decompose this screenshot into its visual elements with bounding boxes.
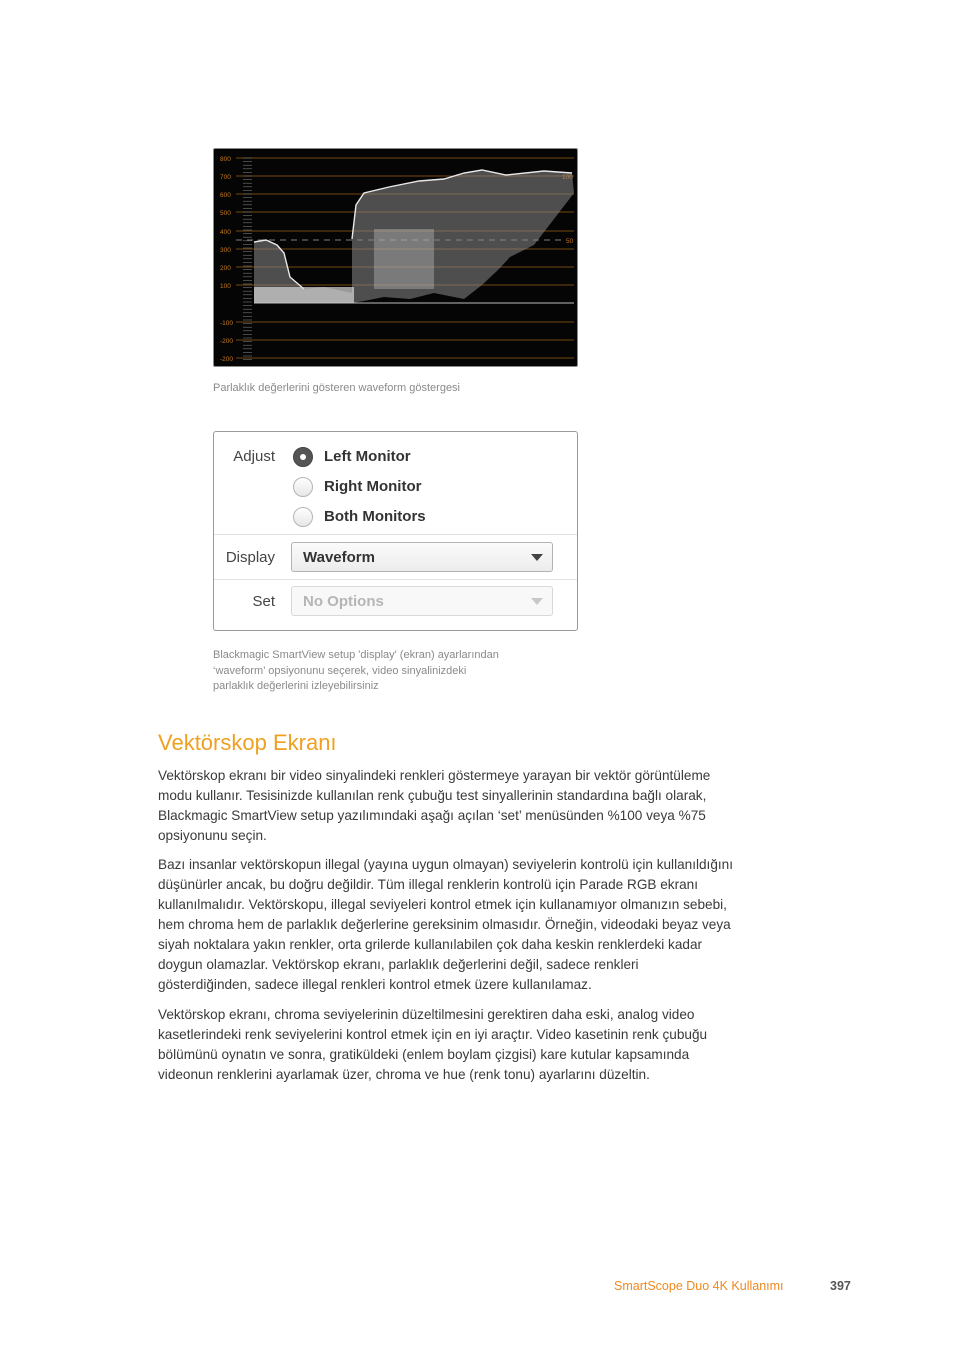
text-line: Vektörskop ekranı, chroma seviyelerinin düzeltilmesini gerektiren daha eski, analog video	[158, 1007, 695, 1022]
chevron-down-icon	[531, 554, 543, 561]
text-line: doygun olamazlar. Vektörskop ekranı, parlaklık değerlerini değil, sadece renkleri	[158, 957, 639, 972]
text-line: bölümünü oynatın ve sonra, gratiküldeki (enlem boylam çizgisi) kare kutular kapsamında	[158, 1047, 690, 1062]
scale-label-left: 800	[220, 156, 231, 163]
footer-title: SmartScope Duo 4K Kullanımı	[614, 1279, 784, 1293]
caption-line: parlaklık değerlerini izleyebilirsiniz	[213, 680, 379, 692]
section-heading: Vektörskop Ekranı	[158, 730, 337, 755]
set-dropdown[interactable]	[291, 586, 553, 616]
page-number: 397	[830, 1279, 851, 1293]
scale-label-left: 600	[220, 192, 231, 199]
scale-label-left: -200	[220, 338, 234, 345]
scale-label-left: 300	[220, 247, 231, 254]
radio-both-monitors[interactable]	[293, 507, 313, 527]
paragraph-1	[158, 766, 798, 846]
text-line: Blackmagic SmartView setup yazılımındaki aşağı açılan ‘set’ menüsünden %100 veya %75	[158, 808, 706, 823]
paragraph-3	[158, 1005, 798, 1085]
set-label: Set	[252, 593, 275, 610]
radio-right-monitor-label[interactable]: Right Monitor	[324, 478, 422, 495]
display-label: Display	[225, 549, 275, 566]
display-dropdown-value: Waveform	[303, 549, 375, 566]
scale-label-left: 400	[220, 229, 231, 236]
text-line: gösterdiğinden, sadece illegal renkleri kontrol etmek üzere kullanılamaz.	[158, 977, 592, 992]
text-line: siyah noktalara yakın renkler, orta grilerde kullanılabilen çok daha keskin renklerdeki kadar	[158, 937, 703, 952]
paragraph-2	[158, 855, 798, 995]
scale-label-left: -200	[220, 356, 234, 363]
scale-label-left: -100	[220, 320, 234, 327]
text-line: Vektörskop ekranı bir video sinyalindeki renkleri göstermeye yarayan bir vektör görüntüleme	[158, 768, 711, 783]
text-line: modu kullanır. Tesisinizde kullanılan renk çubuğu test sinyallerinin standardına bağlı olarak,	[158, 788, 707, 803]
text-line: hem chroma hem de parlaklık değerlerine gereksinim olmasıdır. Örneğin, videodaki beyaz veya	[158, 917, 731, 932]
text-line: kullanılmalıdır. Vektörskopu, illegal seviyeleri kontrol etmek için kullanamıyor olmanızın sebebi,	[158, 897, 727, 912]
radio-both-monitors-label[interactable]: Both Monitors	[324, 508, 426, 525]
set-dropdown-value: No Options	[303, 593, 384, 610]
text-line: Bazı insanlar vektörskopun illegal (yayına uygun olmayan) seviyelerin kontrolü için kullanıldığını	[158, 857, 734, 872]
radio-left-monitor[interactable]	[293, 447, 313, 467]
chevron-down-icon	[531, 598, 543, 605]
text-line: opsiyonunu seçin.	[158, 828, 267, 843]
settings-caption	[213, 648, 499, 695]
caption-line: Blackmagic SmartView setup 'display' (ekran) ayarlarından	[213, 649, 499, 661]
scale-label-left: 200	[220, 265, 231, 272]
waveform-trace-mid	[374, 229, 434, 289]
scale-label-right: 50	[566, 238, 574, 245]
panel-divider	[214, 534, 577, 535]
scale-label-left: 100	[220, 283, 231, 290]
adjust-label: Adjust	[233, 448, 275, 465]
scale-label-left: 500	[220, 210, 231, 217]
text-line: videonun renklerini ayarlamak üzer, chroma ve hue (renk tonu) ayarlarını düzeltin.	[158, 1067, 650, 1082]
waveform-graticule	[214, 149, 577, 366]
waveform-trace-low	[254, 287, 354, 303]
smartview-settings-panel	[213, 431, 578, 631]
scale-label-left: 700	[220, 174, 231, 181]
caption-line: ‘waveform’ opsiyonunu seçerek, video sinyalinizdeki	[213, 664, 467, 677]
radio-left-monitor-label[interactable]: Left Monitor	[324, 448, 411, 465]
radio-right-monitor[interactable]	[293, 477, 313, 497]
text-line: kasetlerindeki renk seviyelerini kontrol etmek için en iyi araçtır. Video kasetinin renk çubuğu	[158, 1027, 708, 1042]
panel-divider	[214, 579, 577, 580]
waveform-image	[213, 148, 578, 367]
display-dropdown[interactable]	[291, 542, 553, 572]
waveform-caption: Parlaklık değerlerini gösteren waveform göstergesi	[213, 382, 461, 394]
text-line: düşünürler ancak, bu doğru değildir. Tüm illegal renklerin kontrolü için Parade RGB ekranı	[158, 877, 699, 892]
